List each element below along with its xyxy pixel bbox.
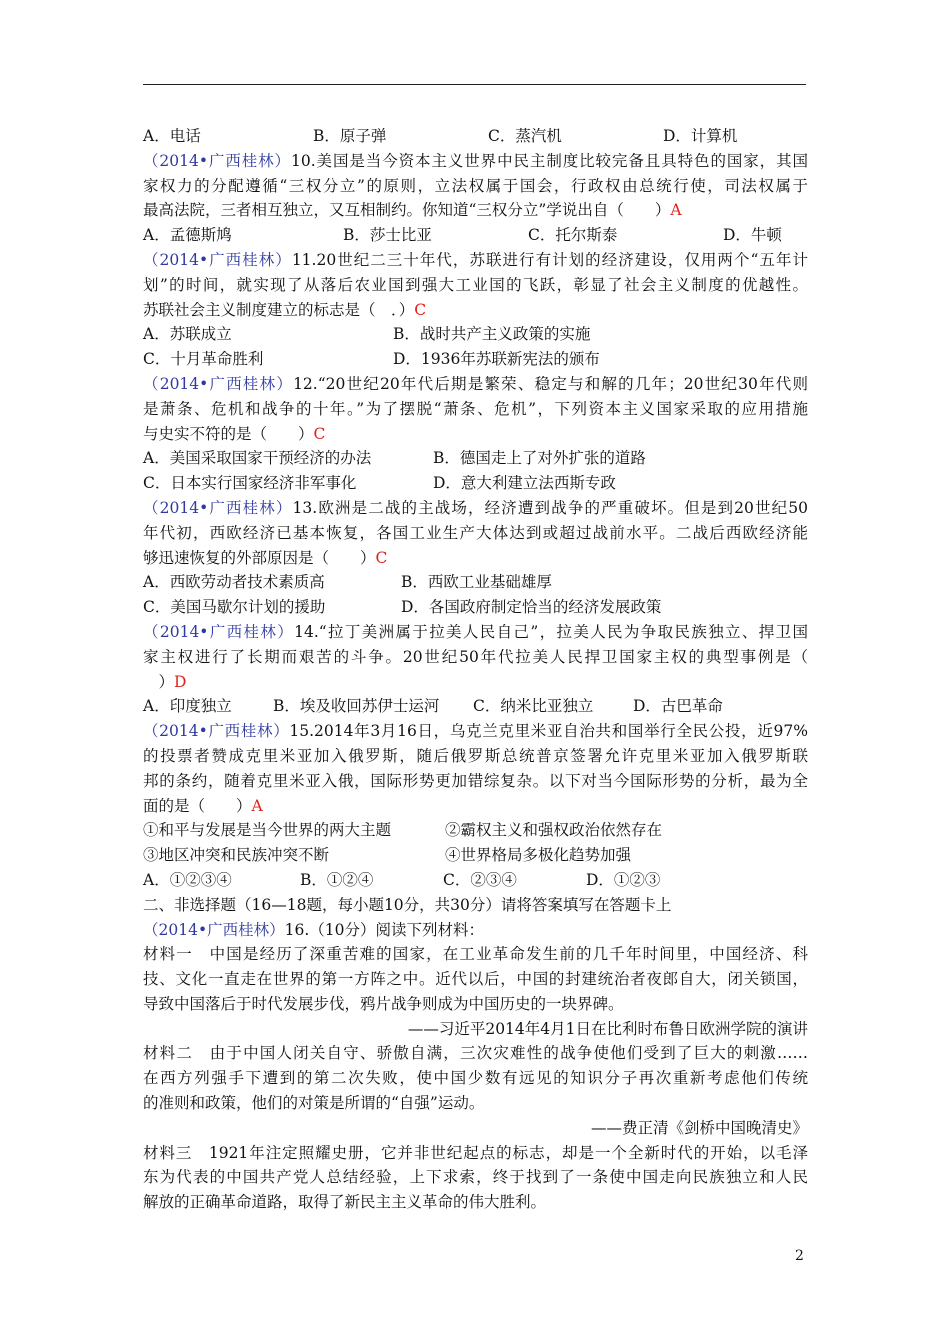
section-heading: 二、非选择题（16—18题，每小题10分，共30分）请将答案填写在答题卡上 [143, 895, 672, 914]
option: C．蒸汽机 [488, 127, 562, 145]
option: C．美国马歇尔计划的援助 [143, 598, 326, 617]
source-tag: （2014•广西桂林） [143, 722, 290, 741]
q12-line: 与史实不符的是（ ）C [143, 424, 326, 443]
q11-options [143, 322, 808, 347]
page-number: 2 [795, 1248, 804, 1264]
source-tag: （2014•广西桂林） [143, 920, 285, 939]
q12-line: （2014•广西桂林）12.“20世纪20年代后期是繁荣、稳定与和解的几年；20世纪30年代则 [143, 374, 808, 393]
option: D．计算机 [663, 127, 738, 145]
answer-mark: C [375, 548, 388, 567]
q10-line: （2014•广西桂林）10.美国是当今资本主义世界中民主制度比较完备且具特色的国家，其国 [143, 151, 809, 170]
option: D．古巴革命 [633, 697, 723, 716]
header-rule [143, 84, 806, 85]
q15-statements [143, 818, 808, 843]
q10-line: 最高法院，三者相互独立，又互相制约。你知道“三权分立”学说出自（ ）A [143, 201, 682, 220]
q11-line: （2014•广西桂林）11.20世纪二三十年代，苏联进行有计划的经济建设，仅用两个“五年计 [143, 250, 808, 269]
option: C．日本实行国家经济非军事化 [143, 474, 357, 493]
option: B．德国走上了对外扩张的道路 [433, 449, 646, 468]
material-line: 导致中国落后于时代发展步伐，鸦片战争则成为中国历史的一块界碑。 [143, 994, 624, 1013]
q11-options [143, 347, 808, 372]
option: A．电话 [143, 127, 201, 145]
source-tag: （2014•广西桂林） [143, 250, 292, 269]
q15-line: 的投票者赞成克里米亚加入俄罗斯，随后俄罗斯总统普京签署允许克里米亚加入俄罗斯联 [143, 746, 808, 765]
option: C．托尔斯泰 [528, 226, 618, 245]
q10-line: 家权力的分配遵循“三权分立”的原则，立法权属于国会，行政权由总统行使，司法权属于 [143, 176, 808, 195]
q14-line: （2014•广西桂林）14.“拉丁美洲属于拉美人民自己”，拉美人民为争取民族独立、捍卫国 [143, 622, 808, 641]
q12-options [143, 446, 808, 471]
q13-options [143, 570, 808, 595]
material-line: 在西方列强手下遭到的第二次失败，使中国少数有远见的知识分子再次重新考虑他们传统 [143, 1069, 808, 1088]
q11-line: 划”的时间，就实现了从落后农业国到强大工业国的飞跃，彰显了社会主义制度的优越性。 [143, 275, 808, 294]
q15-options [143, 868, 808, 893]
option: C．②③④ [443, 870, 517, 889]
q12-line: 是萧条、危机和战争的十年。”为了摆脱“萧条、危机”，下列资本主义国家采取的应用措施 [143, 399, 808, 418]
option: D．各国政府制定恰当的经济发展政策 [401, 598, 662, 617]
statement: ④世界格局多极化趋势加强 [445, 846, 632, 865]
q13-line: （2014•广西桂林）13.欧洲是二战的主战场，经济遭到战争的严重破坏。但是到20世纪50 [143, 498, 808, 517]
material-line: 材料一 中国是经历了深重苦难的国家，在工业革命发生前的几千年时间里，中国经济、科 [143, 945, 808, 964]
option: A．西欧劳动者技术素质高 [143, 573, 325, 592]
q13-options [143, 595, 808, 620]
answer-mark: D [174, 672, 187, 691]
q14-line: 家主权进行了长期而艰苦的斗争。20世纪50年代拉美人民捍卫国家主权的典型事例是（ [143, 647, 808, 666]
q10-options [143, 223, 808, 248]
document-body [143, 124, 808, 1215]
option: B．战时共产主义政策的实施 [393, 325, 591, 344]
statement: ③地区冲突和民族冲突不断 [143, 846, 330, 865]
q11-line: 苏联社会主义制度建立的标志是（ ．）C [143, 300, 427, 319]
answer-mark: A [251, 796, 263, 815]
option: B．西欧工业基础雄厚 [401, 573, 552, 592]
q15-statements [143, 843, 808, 868]
material-line: 技、文化一直走在世界的第一方阵之中。近代以后，中国的封建统治者夜郎自大，闭关锁国， [143, 970, 808, 989]
material-source: ——费正清《剑桥中国晚清史》 [590, 1118, 808, 1137]
option: A．苏联成立 [143, 325, 232, 344]
answer-mark: A [670, 201, 682, 220]
q14-options [143, 694, 808, 719]
option: A．孟德斯鸠 [143, 226, 232, 245]
material-line: 东为代表的中国共产党人总结经验，上下求索，终于找到了一条使中国走向民族独立和人民 [143, 1168, 808, 1187]
q13-line: 够迅速恢复的外部原因是（ ）C [143, 548, 388, 567]
option: B．①②④ [300, 870, 374, 889]
source-tag: （2014•广西桂林） [143, 498, 293, 517]
q13-line: 年代初，西欧经济已基本恢复，各国工业生产大体达到或超过战前水平。二战后西欧经济能 [143, 523, 808, 542]
option: D．①②③ [586, 870, 661, 889]
source-tag: （2014•广西桂林） [143, 622, 295, 641]
answer-mark: C [313, 424, 326, 443]
q15-line: 邦的条约，随着克里米亚入俄，国际形势更加错综复杂。以下对当今国际形势的分析，最为全 [143, 771, 808, 790]
option: D．1936年苏联新宪法的颁布 [393, 350, 600, 369]
q14-line: ）D [143, 672, 187, 691]
source-tag: （2014•广西桂林） [143, 374, 294, 393]
q12-options [143, 471, 808, 496]
answer-mark: C [414, 300, 427, 319]
material-line: 解放的正确革命道路，取得了新民主主义革命的伟大胜利。 [143, 1193, 547, 1212]
option: C．纳米比亚独立 [473, 697, 594, 716]
material-line: 的准则和政策，他们的对策是所谓的“自强”运动。 [143, 1094, 485, 1113]
option: A．美国采取国家干预经济的办法 [143, 449, 372, 468]
q15-line: 面的是（ ）A [143, 796, 263, 815]
q15-line: （2014•广西桂林）15.2014年3月16日，乌克兰克里米亚自治共和国举行全民公投，近97% [143, 722, 809, 741]
option: B．莎士比亚 [343, 226, 432, 245]
material-line: 材料二 由于中国人闭关自守、骄傲自满，三次灾难性的战争使他们受到了巨大的刺激…… [143, 1044, 808, 1063]
q9-options [143, 124, 808, 149]
q16-heading: （2014•广西桂林）16.（10分）阅读下列材料： [143, 920, 484, 939]
option: A．①②③④ [143, 870, 232, 889]
option: B．埃及收回苏伊士运河 [273, 697, 440, 716]
option: B．原子弹 [313, 127, 387, 145]
statement: ①和平与发展是当今世界的两大主题 [143, 821, 392, 840]
material-source: ——习近平2014年4月1日在比利时布鲁日欧洲学院的演讲 [407, 1019, 808, 1038]
material-line: 材料三 1921年注定照耀史册，它并非世纪起点的标志，却是一个全新时代的开始，以毛泽 [143, 1143, 808, 1162]
option: D．意大利建立法西斯专政 [433, 474, 616, 493]
option: D．牛顿 [723, 226, 782, 245]
source-tag: （2014•广西桂林） [143, 151, 291, 170]
option: A．印度独立 [143, 697, 232, 716]
option: C．十月革命胜利 [143, 350, 264, 369]
statement: ②霸权主义和强权政治依然存在 [445, 821, 663, 840]
